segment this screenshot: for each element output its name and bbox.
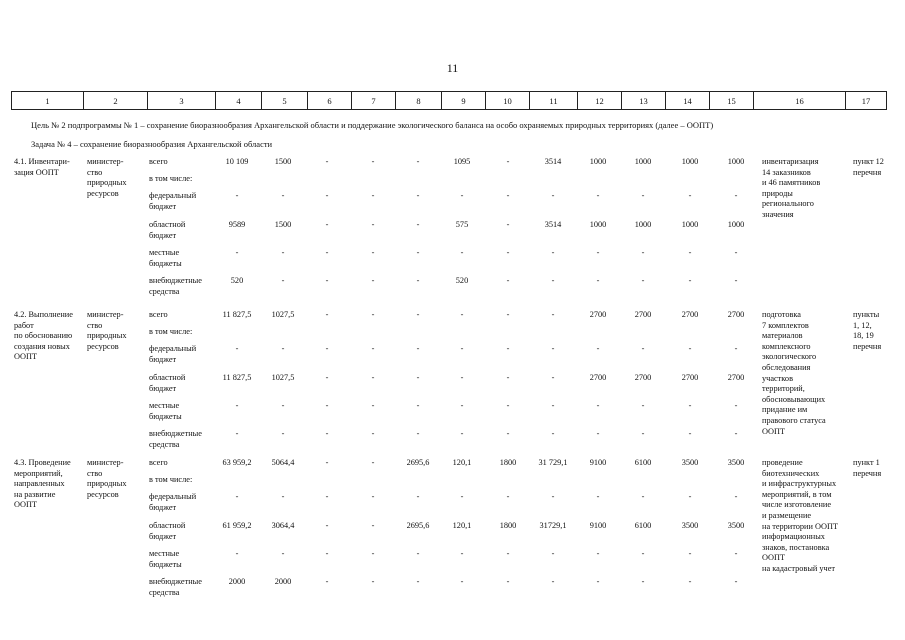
funding-value: - [734,276,738,285]
funding-value: - [551,549,555,558]
funding-value: - [551,276,555,285]
funding-value: - [596,401,600,410]
funding-value: - [325,521,329,530]
funding-value: - [416,577,420,586]
funding-value: - [235,492,239,501]
funding-value: - [325,310,329,319]
funding-value: - [325,429,329,438]
funding-value: - [371,521,375,530]
funding-value: - [325,577,329,586]
funding-value: - [596,492,600,501]
funding-value: - [596,429,600,438]
funding-value: 1000 [727,220,745,229]
funding-value: - [371,429,375,438]
funding-value: - [506,429,510,438]
funding-value: 520 [230,276,244,285]
funding-value: - [371,549,375,558]
funding-value: - [734,401,738,410]
header-col-10: 10 [486,92,530,110]
header-col-8: 8 [396,92,442,110]
funding-value: 9100 [589,458,607,467]
funding-value: - [734,429,738,438]
funding-value: - [506,191,510,200]
funding-value: 31 729,1 [538,458,568,467]
funding-value: - [551,191,555,200]
column-number-header [11,91,887,110]
funding-value: - [688,248,692,257]
funding-value: - [460,344,464,353]
funding-value: 2695,6 [406,521,430,530]
funding-value: - [506,344,510,353]
funding-value: - [551,429,555,438]
funding-source: областной бюджет [149,373,186,393]
header-col-3: 3 [148,92,216,110]
measure-name: 4.3. Проведение мероприятий, направленных на развитие ООПТ [14,458,71,510]
funding-source: всего [149,310,168,319]
funding-value: 1000 [589,220,607,229]
header-col-12: 12 [578,92,622,110]
funding-value: - [325,220,329,229]
funding-source: местные бюджеты [149,549,182,569]
page-number: 11 [446,61,459,75]
executor-name: министер- ство природных ресурсов [87,157,127,198]
funding-value: - [460,429,464,438]
funding-value: - [641,577,645,586]
header-col-11: 11 [530,92,578,110]
funding-value: - [551,373,555,382]
funding-value: - [596,276,600,285]
funding-value: - [460,373,464,382]
funding-value: - [416,276,420,285]
funding-value: - [416,373,420,382]
funding-source: местные бюджеты [149,248,182,268]
funding-value: - [416,429,420,438]
goal-line: Цель № 2 подпрограммы № 1 – сохранение биоразнообразия Архангельской области и поддержание экологического баланса на особо охраняемых природных территориях (далее – ООПТ) [31,120,714,130]
funding-value: - [641,248,645,257]
funding-value: 2700 [727,373,745,382]
funding-value: - [235,401,239,410]
funding-value: - [235,344,239,353]
funding-value: - [551,310,555,319]
funding-value: - [281,401,285,410]
funding-value: - [506,157,510,166]
funding-value: 3500 [727,458,745,467]
funding-value: - [551,401,555,410]
header-col-16: 16 [754,92,846,110]
header-col-6: 6 [308,92,352,110]
funding-value: - [641,344,645,353]
funding-value: - [325,344,329,353]
funding-value: - [325,492,329,501]
funding-value: - [641,549,645,558]
funding-value: - [551,577,555,586]
funding-value: - [596,344,600,353]
funding-value: - [371,373,375,382]
funding-source: областной бюджет [149,220,186,240]
funding-value: 10 109 [225,157,249,166]
funding-value: - [416,492,420,501]
header-col-2: 2 [84,92,148,110]
funding-value: - [506,401,510,410]
funding-value: - [281,549,285,558]
reference-text: пункт 12 перечня [853,157,884,177]
funding-value: - [506,577,510,586]
header-col-14: 14 [666,92,710,110]
header-col-15: 15 [710,92,754,110]
header-col-4: 4 [216,92,262,110]
funding-value: - [551,248,555,257]
funding-value: 9100 [589,521,607,530]
funding-value: - [371,220,375,229]
funding-value: - [235,429,239,438]
funding-value: - [734,492,738,501]
funding-value: - [281,191,285,200]
funding-value: - [325,458,329,467]
funding-value: - [641,276,645,285]
funding-value: 3500 [727,521,745,530]
funding-source: местные бюджеты [149,401,182,421]
funding-source: в том числе: [149,174,193,183]
funding-value: 520 [455,276,469,285]
funding-value: - [371,401,375,410]
funding-value: - [596,577,600,586]
funding-value: - [688,577,692,586]
funding-value: 2700 [589,310,607,319]
funding-value: 1027,5 [271,373,295,382]
funding-value: 1000 [589,157,607,166]
result-text: проведение биотехнических и инфраструктурных мероприятий, в том числе изготовление и размещение на территории ООПТ информационных знаков, постановка ООПТ на кадастровый учет [762,458,839,574]
funding-value: 1095 [453,157,471,166]
funding-value: 6100 [634,458,652,467]
funding-value: - [416,549,420,558]
funding-value: 61 959,2 [222,521,252,530]
funding-value: - [371,344,375,353]
funding-value: - [325,401,329,410]
funding-value: - [371,492,375,501]
header-col-5: 5 [262,92,308,110]
funding-value: 2700 [681,310,699,319]
funding-source: областной бюджет [149,521,186,541]
result-text: подготовка 7 комплектов материалов комплексного экологического обследования участков территорий, обосновывающих придание им правового статуса ООПТ [762,310,826,436]
funding-value: 31729,1 [539,521,567,530]
funding-value: - [235,191,239,200]
funding-source: всего [149,458,168,467]
funding-source: в том числе: [149,327,193,336]
funding-value: - [416,248,420,257]
result-text: инвентаризация 14 заказников и 46 памятников природы регионального значения [762,157,821,220]
funding-value: 1000 [681,220,699,229]
funding-value: - [506,549,510,558]
funding-value: 2000 [274,577,292,586]
funding-value: - [281,429,285,438]
funding-value: 2700 [634,310,652,319]
funding-value: 2700 [727,310,745,319]
funding-value: - [506,220,510,229]
funding-value: - [688,344,692,353]
funding-value: - [506,248,510,257]
funding-value: 1500 [274,220,292,229]
funding-value: - [688,191,692,200]
funding-value: 11 827,5 [222,310,252,319]
funding-source: внебюджетные средства [149,429,202,449]
funding-value: - [688,492,692,501]
funding-value: - [325,549,329,558]
funding-value: 1000 [634,157,652,166]
funding-value: - [325,248,329,257]
header-col-7: 7 [352,92,396,110]
funding-value: 5064,4 [271,458,295,467]
funding-value: - [460,191,464,200]
header-col-9: 9 [442,92,486,110]
funding-value: - [734,549,738,558]
funding-value: - [281,344,285,353]
funding-value: - [281,248,285,257]
funding-source: всего [149,157,168,166]
funding-value: - [371,191,375,200]
funding-value: 1027,5 [271,310,295,319]
task-line: Задача № 4 – сохранение биоразнообразия Архангельской области [31,139,273,149]
funding-value: - [325,373,329,382]
funding-value: - [460,401,464,410]
funding-value: - [325,157,329,166]
funding-value: 575 [455,220,469,229]
funding-value: 1000 [681,157,699,166]
funding-value: - [734,191,738,200]
funding-value: - [688,401,692,410]
funding-value: - [371,276,375,285]
funding-value: - [371,310,375,319]
funding-value: - [506,492,510,501]
funding-value: - [416,401,420,410]
funding-value: 3064,4 [271,521,295,530]
funding-value: - [460,549,464,558]
funding-value: 3500 [681,458,699,467]
funding-value: - [688,276,692,285]
funding-value: - [551,344,555,353]
funding-value: 120,1 [452,521,472,530]
funding-value: - [281,492,285,501]
header-col-17: 17 [846,92,887,110]
funding-source: федеральный бюджет [149,191,197,211]
funding-value: - [235,248,239,257]
funding-source: федеральный бюджет [149,344,197,364]
funding-value: - [371,157,375,166]
funding-value: - [460,492,464,501]
funding-value: 2695,6 [406,458,430,467]
funding-value: - [371,577,375,586]
funding-value: 2000 [228,577,246,586]
executor-name: министер- ство природных ресурсов [87,310,127,351]
reference-text: пункты 1, 12, 18, 19 перечня [853,310,882,351]
funding-value: - [460,310,464,319]
funding-value: - [641,401,645,410]
funding-value: 1500 [274,157,292,166]
funding-value: - [325,276,329,285]
funding-value: 63 959,2 [222,458,252,467]
funding-value: 3500 [681,521,699,530]
funding-value: - [641,429,645,438]
funding-value: 120,1 [452,458,472,467]
funding-source: в том числе: [149,475,193,484]
funding-source: федеральный бюджет [149,492,197,512]
funding-source: внебюджетные средства [149,577,202,597]
funding-value: - [325,191,329,200]
funding-value: 1800 [499,521,517,530]
reference-text: пункт 1 перечня [853,458,882,478]
funding-value: - [734,577,738,586]
funding-value: - [641,492,645,501]
funding-value: 1800 [499,458,517,467]
funding-value: - [596,248,600,257]
funding-value: - [596,549,600,558]
funding-value: - [506,373,510,382]
funding-value: 9589 [228,220,246,229]
funding-value: - [596,191,600,200]
funding-value: - [734,248,738,257]
measure-name: 4.2. Выполнение работ по обоснованию создания новых ООПТ [14,310,73,362]
header-col-1: 1 [12,92,84,110]
funding-value: 6100 [634,521,652,530]
funding-value: - [416,220,420,229]
funding-value: - [641,191,645,200]
funding-value: - [281,276,285,285]
funding-value: 1000 [634,220,652,229]
funding-value: - [506,310,510,319]
funding-value: - [416,157,420,166]
funding-value: - [688,429,692,438]
funding-value: 3514 [544,157,562,166]
funding-value: - [235,549,239,558]
header-col-13: 13 [622,92,666,110]
funding-value: - [416,191,420,200]
funding-value: 11 827,5 [222,373,252,382]
measure-name: 4.1. Инвентари- зация ООПТ [14,157,70,177]
funding-value: 2700 [589,373,607,382]
funding-value: - [506,276,510,285]
funding-value: - [551,492,555,501]
funding-source: внебюджетные средства [149,276,202,296]
funding-value: - [460,248,464,257]
executor-name: министер- ство природных ресурсов [87,458,127,499]
funding-value: - [734,344,738,353]
funding-value: - [371,248,375,257]
funding-value: - [688,549,692,558]
funding-value: - [416,310,420,319]
funding-value: 1000 [727,157,745,166]
funding-value: - [460,577,464,586]
funding-value: 2700 [681,373,699,382]
funding-value: 3514 [544,220,562,229]
funding-value: 2700 [634,373,652,382]
funding-value: - [371,458,375,467]
funding-value: - [416,344,420,353]
